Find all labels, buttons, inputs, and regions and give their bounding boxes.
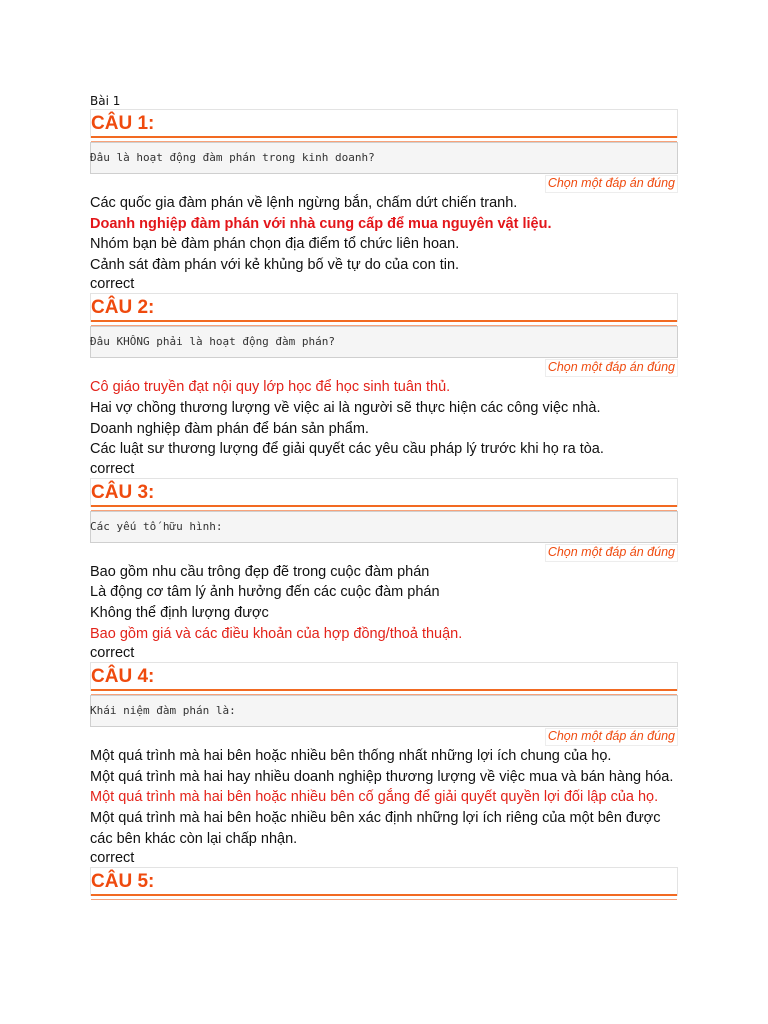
header-rule bbox=[91, 510, 677, 511]
header-rule bbox=[91, 694, 677, 695]
question-header bbox=[90, 478, 678, 507]
question-header bbox=[90, 867, 678, 896]
answer-list bbox=[90, 746, 678, 849]
result-status: correct bbox=[90, 645, 135, 662]
answer-option-selected[interactable]: Một quá trình mà hai bên hoặc nhiều bên cố gắng để giải quyết quyền lợi đối lập của họ. bbox=[90, 789, 659, 806]
answer-option-selected[interactable]: Bao gồm giá và các điều khoản của hợp đồng/thoả thuận. bbox=[90, 625, 463, 642]
question-prompt: Đâu là hoạt động đàm phán trong kinh doanh? bbox=[90, 142, 678, 174]
answer-option[interactable]: Doanh nghiệp đàm phán để bán sản phẩm. bbox=[90, 420, 369, 437]
result-status: correct bbox=[90, 460, 135, 477]
answer-option[interactable]: Một quá trình mà hai hay nhiều doanh nghiệp thương lượng về việc mua và bán hàng hóa. bbox=[90, 768, 674, 785]
answer-hint: Chọn một đáp án đúng bbox=[545, 728, 678, 746]
question-block-1 bbox=[90, 109, 678, 293]
answer-option[interactable]: Một quá trình mà hai bên hoặc nhiều bên thống nhất những lợi ích chung của họ. bbox=[90, 748, 612, 765]
question-title: CÂU 1: bbox=[91, 113, 155, 134]
question-block-5 bbox=[90, 867, 678, 896]
question-header bbox=[90, 109, 678, 138]
answer-list bbox=[90, 562, 678, 644]
question-prompt: Khái niệm đàm phán là: bbox=[90, 695, 678, 727]
question-block-4 bbox=[90, 662, 678, 867]
header-rule bbox=[91, 505, 677, 507]
answer-list bbox=[90, 377, 678, 459]
question-prompt: Các yếu tố hữu hình: bbox=[90, 511, 678, 543]
question-title: CÂU 3: bbox=[91, 481, 155, 503]
answer-option[interactable]: Nhóm bạn bè đàm phán chọn địa điểm tổ chức liên hoan. bbox=[90, 236, 460, 253]
question-header bbox=[90, 662, 678, 691]
question-title: CÂU 4: bbox=[91, 666, 155, 688]
header-rule bbox=[91, 894, 677, 896]
result-status: correct bbox=[90, 850, 135, 867]
answer-list bbox=[90, 193, 678, 275]
answer-option[interactable]: Các quốc gia đàm phán về lệnh ngừng bắn, chấm dứt chiến tranh. bbox=[90, 195, 518, 211]
answer-hint: Chọn một đáp án đúng bbox=[545, 359, 678, 377]
answer-option[interactable]: Các luật sư thương lượng để giải quyết các yêu cầu pháp lý trước khi họ ra tòa. bbox=[90, 441, 604, 458]
header-rule bbox=[91, 141, 677, 142]
answer-option[interactable]: Không thể định lượng được bbox=[90, 604, 269, 621]
header-rule bbox=[91, 136, 677, 138]
answer-option[interactable]: Cảnh sát đàm phán với kẻ khủng bố về tự do của con tin. bbox=[90, 256, 460, 273]
question-block-2 bbox=[90, 293, 678, 477]
answer-option[interactable]: Bao gồm nhu cầu trông đẹp đẽ trong cuộc đàm phán bbox=[90, 563, 430, 580]
answer-option[interactable]: Là động cơ tâm lý ảnh hưởng đến các cuộc đàm phán bbox=[90, 584, 440, 601]
quiz-page bbox=[90, 94, 678, 896]
header-rule bbox=[91, 689, 677, 691]
result-status: correct bbox=[90, 276, 135, 293]
header-rule bbox=[91, 320, 677, 322]
question-title: CÂU 2: bbox=[91, 297, 155, 319]
answer-option-selected[interactable]: Cô giáo truyền đạt nội quy lớp học để học sinh tuân thủ. bbox=[90, 379, 451, 396]
question-title: CÂU 5: bbox=[91, 871, 155, 893]
question-prompt: Đâu KHÔNG phải là hoạt động đàm phán? bbox=[90, 326, 678, 358]
answer-hint: Chọn một đáp án đúng bbox=[545, 175, 678, 193]
question-header bbox=[90, 293, 678, 322]
answer-hint: Chọn một đáp án đúng bbox=[545, 544, 678, 562]
answer-option[interactable]: Một quá trình mà hai bên hoặc nhiều bên xác định những lợi ích riêng của một bên được các bên khác còn lại chấp nhận. bbox=[90, 809, 661, 847]
answer-option-selected[interactable]: Doanh nghiệp đàm phán với nhà cung cấp để mua nguyên vật liệu. bbox=[90, 215, 552, 232]
header-rule bbox=[91, 325, 677, 326]
lesson-label: Bài 1 bbox=[90, 94, 121, 108]
header-rule bbox=[91, 899, 677, 900]
answer-option[interactable]: Hai vợ chồng thương lượng về việc ai là người sẽ thực hiện các công việc nhà. bbox=[90, 399, 601, 416]
question-block-3 bbox=[90, 478, 678, 662]
